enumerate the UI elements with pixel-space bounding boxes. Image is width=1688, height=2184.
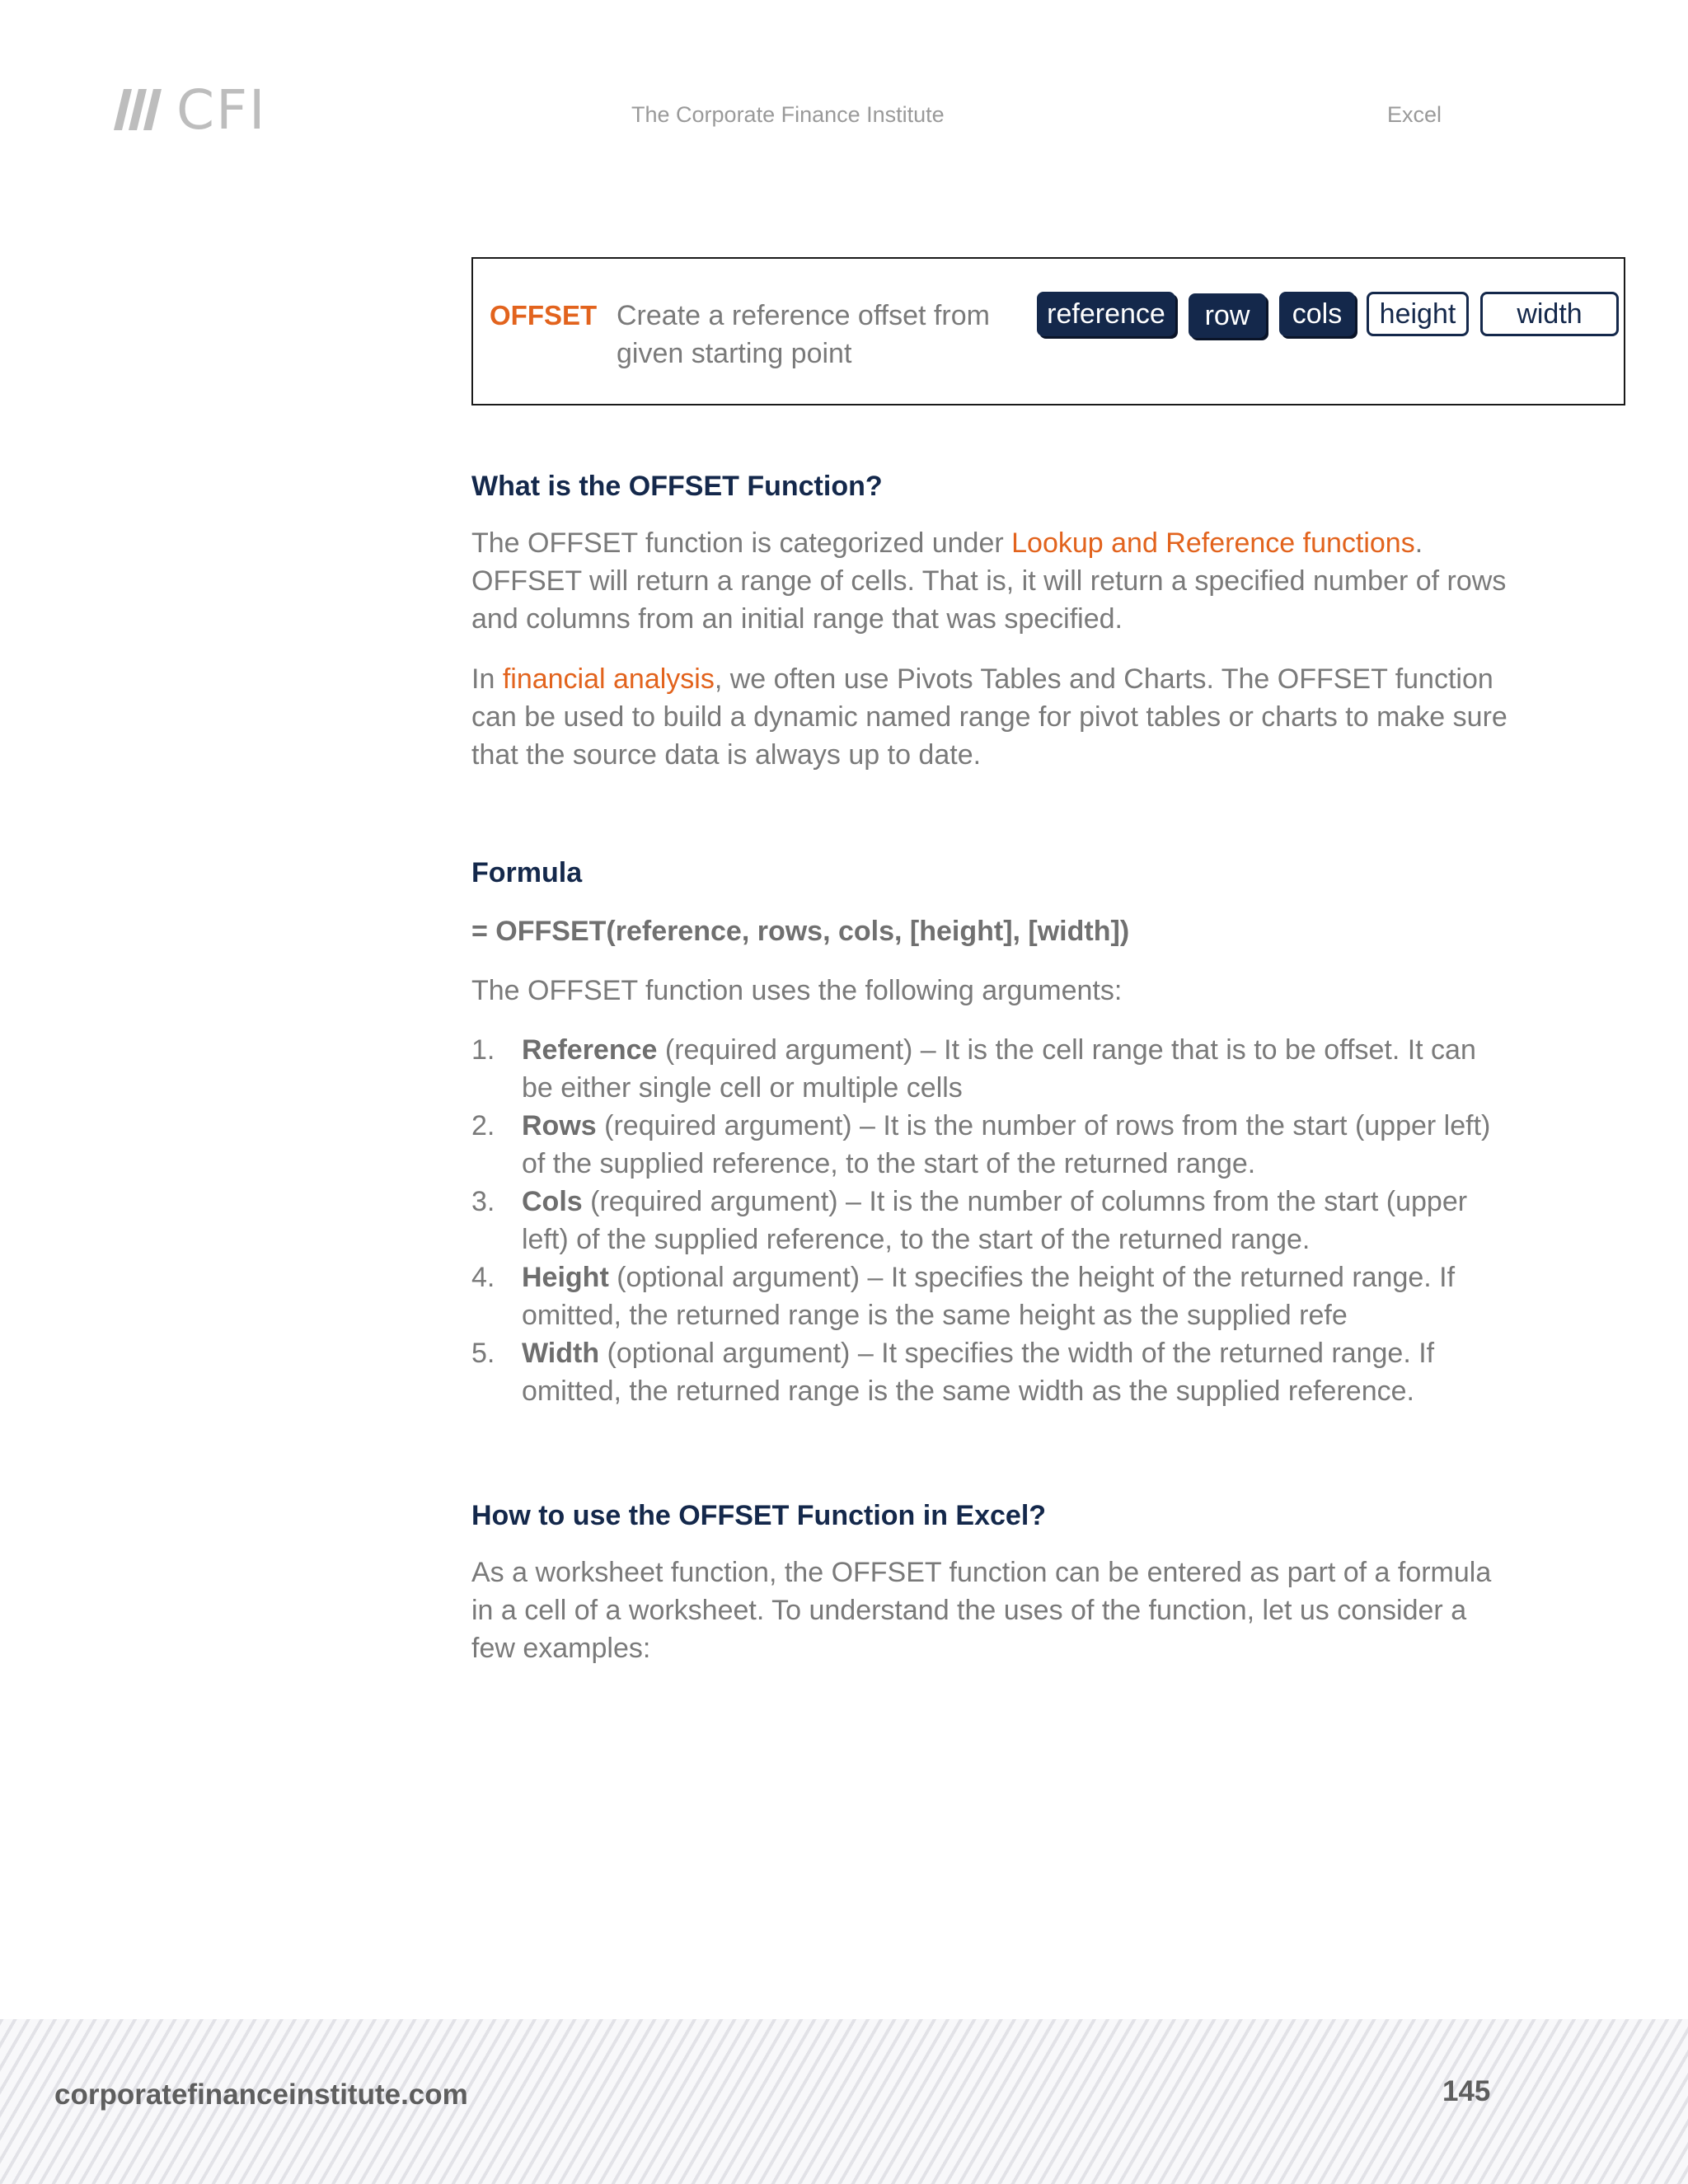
list-item: 3. Cols (required argument) – It is the number of columns from the start (upper left) of the supplied reference, to the start of the returned range. — [471, 1186, 1468, 1255]
intro-paragraph: The OFFSET function is categorized under Lookup and Reference functions. OFFSET will return a range of cells. That is, it will return a specified number of rows and columns from an initial range that was specified. — [471, 527, 1507, 635]
footer-url[interactable]: corporatefinanceinstitute.com — [54, 2079, 468, 2111]
list-item: 4. Height (optional argument) – It specifies the height of the returned range. If omitted, the returned range is the same height as the supplied refe — [471, 1262, 1456, 1331]
lookup-reference-link[interactable]: Lookup and Reference functions — [1011, 527, 1415, 559]
arguments-list — [471, 1031, 1510, 1410]
arg-pill-reference: reference — [1037, 292, 1175, 336]
logo-text: CFI — [176, 77, 267, 142]
page-number: 145 — [1442, 2075, 1491, 2107]
page-footer — [0, 2019, 1688, 2184]
list-item: 2. Rows (required argument) – It is the number of rows from the start (upper left) of the supplied reference, to the start of the returned range. — [471, 1110, 1491, 1179]
function-description: Create a reference offset from given starting point — [617, 300, 990, 369]
formula-syntax: = OFFSET(reference, rows, cols, [height], [width]) — [471, 916, 1130, 947]
header-title: The Corporate Finance Institute — [631, 102, 945, 127]
cfi-slashes-icon — [112, 89, 170, 130]
heading-formula: Formula — [471, 857, 583, 888]
arg-pill-height: height — [1367, 292, 1469, 336]
financial-analysis-paragraph: In financial analysis, we often use Pivots Tables and Charts. The OFFSET function can be used to build a dynamic named range for pivot tables or charts to make sure that the source data is always up to date. — [471, 663, 1507, 771]
function-name: OFFSET — [490, 300, 598, 330]
list-item: 1. Reference (required argument) – It is the cell range that is to be offset. It can be either single cell or multiple cells — [471, 1034, 1476, 1104]
arg-pill-width: width — [1480, 292, 1619, 336]
heading-how-to-use: How to use the OFFSET Function in Excel? — [471, 1500, 1047, 1531]
how-to-use-paragraph: As a worksheet function, the OFFSET function can be entered as part of a formula in a cell of a worksheet. To understand the uses of the function, let us consider a few examples: — [471, 1557, 1492, 1664]
list-item: 5. Width (optional argument) – It specifies the width of the returned range. If omitted, the returned range is the same width as the supplied reference. — [471, 1338, 1435, 1407]
cfi-logo — [112, 77, 277, 142]
arguments-intro: The OFFSET function uses the following arguments: — [471, 975, 1123, 1006]
header-section: Excel — [1387, 102, 1442, 127]
heading-what-is-offset: What is the OFFSET Function? — [471, 471, 883, 502]
main-content — [471, 466, 1510, 1667]
function-summary-box — [471, 257, 1625, 405]
financial-analysis-link[interactable]: financial analysis — [502, 663, 715, 695]
arg-pill-cols: cols — [1279, 292, 1355, 336]
arg-pill-row: row — [1189, 293, 1266, 338]
